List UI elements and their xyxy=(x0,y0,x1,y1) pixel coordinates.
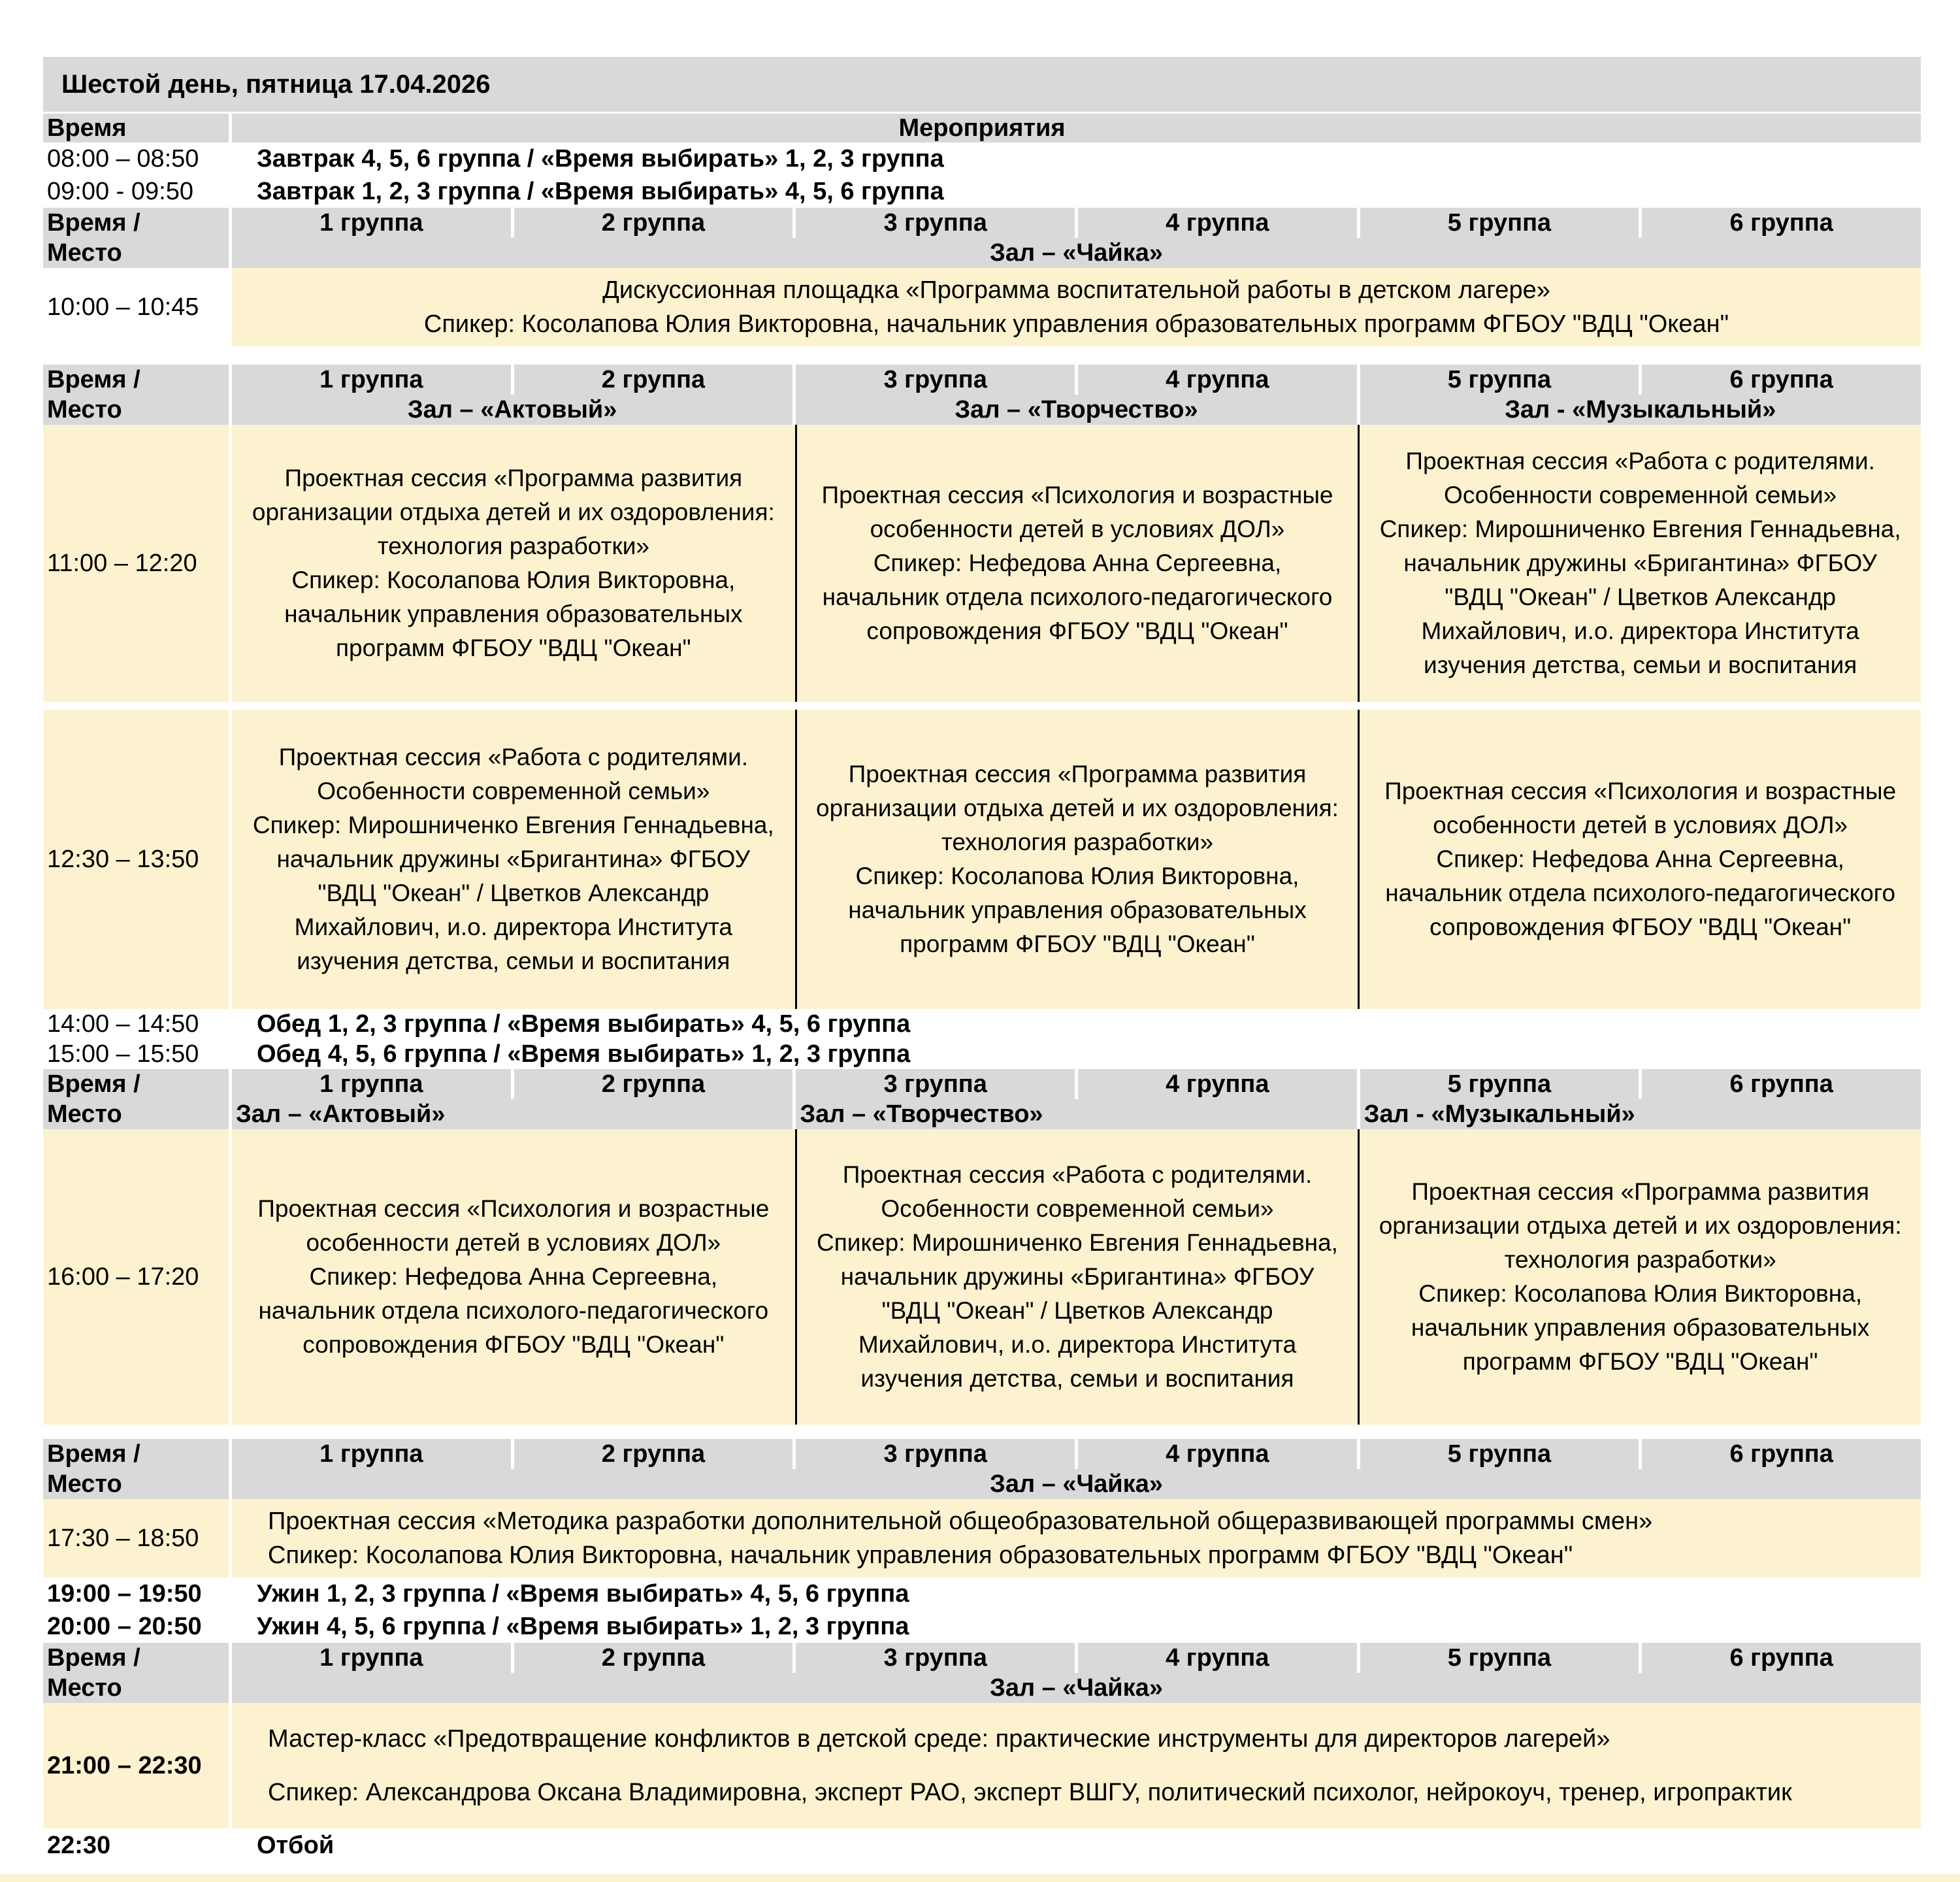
meal-time: 15:00 – 15:50 xyxy=(47,1040,199,1068)
time-place-label: Место xyxy=(43,238,229,268)
lights-out-text: Отбой xyxy=(257,1831,335,1859)
header-time-events xyxy=(43,114,1921,142)
hall-label-chaika: Зал – «Чайка» xyxy=(232,238,1921,268)
group-label-1: 1 группа xyxy=(232,1439,511,1469)
day-title: Шестой день, пятница 17.04.2026 xyxy=(61,69,491,99)
meal-time: 20:00 – 20:50 xyxy=(47,1612,202,1640)
meal-row-dinner-2 xyxy=(43,1610,1921,1643)
session-title: Проектная сессия «Программа развития организации отдыха детей и их оздоровления: технология разработки» xyxy=(1379,1178,1902,1273)
session-speaker: Спикер: Косолапова Юлия Викторовна, начальник управления образовательных программ ФГБОУ "ВДЦ "Океан" xyxy=(284,567,743,661)
column-separator xyxy=(229,114,232,142)
session-row-1730 xyxy=(43,1499,1921,1577)
group-label-1: 1 группа xyxy=(232,1643,511,1673)
header-halls-1 xyxy=(43,238,1921,268)
session-title: Проектная сессия «Психология и возрастные особенности детей в условиях ДОЛ» xyxy=(1384,778,1897,838)
group-label-4: 4 группа xyxy=(1078,1069,1357,1099)
group-label-5: 5 группа xyxy=(1360,1439,1639,1469)
group-label-5: 5 группа xyxy=(1360,365,1639,395)
group-label-1: 1 группа xyxy=(232,208,511,238)
hall-label-chaika: Зал – «Чайка» xyxy=(232,1673,1921,1703)
meal-text: Завтрак 1, 2, 3 группа / «Время выбирать» 4, 5, 6 группа xyxy=(257,177,944,205)
header-groups-2 xyxy=(43,365,1921,395)
spacer xyxy=(43,1425,1921,1439)
hall-label-tvorchestvo: Зал – «Творчество» xyxy=(796,1099,1356,1129)
session-title: Проектная сессия «Работа с родителями. Особенности современной семьи» xyxy=(842,1161,1313,1222)
hall-label-chaika: Зал – «Чайка» xyxy=(232,1469,1921,1499)
group-label-5: 5 группа xyxy=(1360,208,1639,238)
group-label-5: 5 группа xyxy=(1360,1069,1639,1099)
group-label-5: 5 группа xyxy=(1360,1643,1639,1673)
session-speaker: Спикер: Косолапова Юлия Викторовна, начальник управления образовательных программ ФГБОУ "ВДЦ "Океан" xyxy=(1411,1280,1870,1375)
meal-time: 19:00 – 19:50 xyxy=(47,1579,202,1608)
session-time: 10:00 – 10:45 xyxy=(43,268,229,346)
group-label-2: 2 группа xyxy=(514,1439,793,1469)
session-cells xyxy=(232,1129,1921,1425)
session-cell xyxy=(232,710,795,1009)
session-time: 17:30 – 18:50 xyxy=(43,1499,229,1577)
session-speaker: Спикер: Мирошниченко Евгения Геннадьевна, начальник дружины «Бригантина» ФГБОУ "ВДЦ "Океан" / Цветков Александр Михайлович, и.о. директора Института изучения детства, семьи и воспитания xyxy=(817,1229,1338,1392)
group-label-3: 3 группа xyxy=(796,1069,1075,1099)
spacer xyxy=(43,346,1921,365)
hall-label-muzykalny: Зал - «Музыкальный» xyxy=(1360,1099,1921,1129)
session-title: Проектная сессия «Программа развития организации отдыха детей и их оздоровления: технология разработки» xyxy=(816,761,1339,855)
session-cells xyxy=(232,710,1921,1009)
session-row-1100 xyxy=(43,425,1921,702)
meal-row-lunch-2 xyxy=(43,1039,1921,1069)
meal-row-breakfast-1 xyxy=(43,142,1921,175)
time-place-label: Место xyxy=(43,1099,229,1129)
group-label-4: 4 группа xyxy=(1078,1439,1357,1469)
session-cell xyxy=(795,710,1358,1009)
session-title: Мастер-класс «Предотвращение конфликтов в детской среде: практические инструменты для директоров лагерей» xyxy=(268,1725,1610,1753)
session-title: Проектная сессия «Программа развития организации отдыха детей и их оздоровления: технология разработки» xyxy=(252,465,775,559)
group-label-2: 2 группа xyxy=(514,365,793,395)
meal-text: Обед 1, 2, 3 группа / «Время выбирать» 4, 5, 6 группа xyxy=(257,1010,911,1038)
group-label-3: 3 группа xyxy=(796,1439,1075,1469)
header-groups-1 xyxy=(43,208,1921,238)
meal-row-breakfast-2 xyxy=(43,175,1921,208)
meal-row-lunch-1 xyxy=(43,1009,1921,1039)
session-speaker: Спикер: Нефедова Анна Сергеевна, начальник отдела психолого-педагогического сопровождения ФГБОУ "ВДЦ "Океан" xyxy=(822,550,1333,644)
session-time: 21:00 – 22:30 xyxy=(43,1703,229,1828)
header-groups-4 xyxy=(43,1439,1921,1469)
hall-label-aktovy: Зал – «Актовый» xyxy=(232,395,792,425)
session-time: 16:00 – 17:20 xyxy=(43,1129,229,1425)
session-title: Проектная сессия «Психология и возрастные особенности детей в условиях ДОЛ» xyxy=(821,482,1333,542)
session-speaker: Спикер: Мирошниченко Евгения Геннадьевна, начальник дружины «Бригантина» ФГБОУ "ВДЦ "Океан" / Цветков Александр Михайлович, и.о. директора Института изучения детства, семьи и воспитания xyxy=(252,812,774,974)
hall-label-muzykalny: Зал - «Музыкальный» xyxy=(1360,395,1921,425)
group-label-2: 2 группа xyxy=(514,1643,793,1673)
bottom-accent-strip xyxy=(0,1874,1960,1882)
session-time: 11:00 – 12:20 xyxy=(43,425,229,702)
session-cells xyxy=(232,425,1921,702)
time-place-label: Время / xyxy=(43,208,229,238)
group-label-6: 6 группа xyxy=(1642,365,1921,395)
time-column-label: Время xyxy=(47,114,127,142)
session-row-1600 xyxy=(43,1129,1921,1425)
header-halls-3 xyxy=(43,1099,1921,1129)
session-cell xyxy=(1358,425,1921,702)
group-label-2: 2 группа xyxy=(514,208,793,238)
time-place-label: Время / xyxy=(43,1069,229,1099)
time-place-label: Место xyxy=(43,395,229,425)
time-place-label: Время / xyxy=(43,365,229,395)
session-row-1230 xyxy=(43,710,1921,1009)
group-label-6: 6 группа xyxy=(1642,208,1921,238)
header-groups-3 xyxy=(43,1069,1921,1099)
session-speaker: Спикер: Нефедова Анна Сергеевна, начальник отдела психолого-педагогического сопровождения ФГБОУ "ВДЦ "Океан" xyxy=(258,1263,769,1358)
group-label-4: 4 группа xyxy=(1078,208,1357,238)
meal-text: Ужин 4, 5, 6 группа / «Время выбирать» 1, 2, 3 группа xyxy=(257,1612,909,1640)
lights-out-time: 22:30 xyxy=(47,1831,111,1859)
session-cell xyxy=(795,1129,1358,1425)
session-row-2100 xyxy=(43,1703,1921,1828)
session-cell xyxy=(232,425,795,702)
meal-text: Завтрак 4, 5, 6 группа / «Время выбирать» 1, 2, 3 группа xyxy=(257,144,944,173)
meal-time: 09:00 - 09:50 xyxy=(47,177,193,205)
group-label-4: 4 группа xyxy=(1078,365,1357,395)
group-label-4: 4 группа xyxy=(1078,1643,1357,1673)
session-cell xyxy=(1358,710,1921,1009)
time-place-label: Время / xyxy=(43,1439,229,1469)
session-speaker: Спикер: Александрова Оксана Владимировна, эксперт РАО, эксперт ВШГУ, политический психолог, нейрокоуч, тренер, игропрактик xyxy=(268,1779,1792,1806)
group-label-6: 6 группа xyxy=(1642,1069,1921,1099)
session-title: Дискуссионная площадка «Программа воспитательной работы в детском лагере» xyxy=(602,276,1550,304)
lights-out-row xyxy=(43,1828,1921,1862)
session-cell xyxy=(232,268,1921,346)
header-halls-2 xyxy=(43,395,1921,425)
time-place-label: Время / xyxy=(43,1643,229,1673)
session-speaker: Спикер: Косолапова Юлия Викторовна, начальник управления образовательных программ ФГБОУ "ВДЦ "Океан" xyxy=(423,310,1729,338)
group-label-6: 6 группа xyxy=(1642,1439,1921,1469)
session-time: 12:30 – 13:50 xyxy=(43,710,229,1009)
header-halls-4 xyxy=(43,1469,1921,1499)
schedule-table xyxy=(43,57,1921,1862)
group-label-1: 1 группа xyxy=(232,1069,511,1099)
session-cell xyxy=(1358,1129,1921,1425)
meal-time: 14:00 – 14:50 xyxy=(47,1010,199,1038)
session-title: Проектная сессия «Психология и возрастные особенности детей в условиях ДОЛ» xyxy=(257,1195,770,1256)
session-title: Проектная сессия «Работа с родителями. Особенности современной семьи» xyxy=(278,744,749,804)
session-cell xyxy=(232,1499,1921,1577)
session-cell xyxy=(232,1129,795,1425)
spacer xyxy=(43,702,1921,710)
meal-text: Обед 4, 5, 6 группа / «Время выбирать» 1, 2, 3 группа xyxy=(257,1040,911,1068)
session-speaker: Спикер: Мирошниченко Евгения Геннадьевна, начальник дружины «Бригантина» ФГБОУ "ВДЦ "Океан" / Цветков Александр Михайлович, и.о. директора Института изучения детства, семьи и воспитания xyxy=(1379,516,1901,678)
group-label-3: 3 группа xyxy=(796,365,1075,395)
group-label-3: 3 группа xyxy=(796,208,1075,238)
header-groups-5 xyxy=(43,1643,1921,1673)
hall-label-tvorchestvo: Зал – «Творчество» xyxy=(796,395,1356,425)
events-column-label: Мероприятия xyxy=(898,114,1066,142)
time-place-label: Место xyxy=(43,1469,229,1499)
meal-text: Ужин 1, 2, 3 группа / «Время выбирать» 4, 5, 6 группа xyxy=(257,1579,909,1608)
session-speaker: Спикер: Нефедова Анна Сергеевна, начальник отдела психолого-педагогического сопровождения ФГБОУ "ВДЦ "Океан" xyxy=(1385,846,1896,940)
hall-label-aktovy: Зал – «Актовый» xyxy=(232,1099,792,1129)
meal-row-dinner-1 xyxy=(43,1577,1921,1610)
group-label-1: 1 группа xyxy=(232,365,511,395)
group-label-2: 2 группа xyxy=(514,1069,793,1099)
session-title: Проектная сессия «Работа с родителями. Особенности современной семьи» xyxy=(1405,448,1875,508)
group-label-3: 3 группа xyxy=(796,1643,1075,1673)
session-speaker: Спикер: Косолапова Юлия Викторовна, начальник управления образовательных программ ФГБОУ "ВДЦ "Океан" xyxy=(848,863,1307,957)
session-cell xyxy=(232,1703,1921,1828)
session-cell xyxy=(795,425,1358,702)
group-label-6: 6 группа xyxy=(1642,1643,1921,1673)
header-halls-5 xyxy=(43,1673,1921,1703)
meal-time: 08:00 – 08:50 xyxy=(47,144,199,173)
title-bar xyxy=(43,57,1921,112)
session-speaker: Спикер: Косолапова Юлия Викторовна, начальник управления образовательных программ ФГБОУ "ВДЦ "Океан" xyxy=(268,1542,1573,1569)
time-place-label: Место xyxy=(43,1673,229,1703)
session-row-1000 xyxy=(43,268,1921,346)
session-title: Проектная сессия «Методика разработки дополнительной общеобразовательной общеразвивающей программы смен» xyxy=(268,1508,1653,1535)
